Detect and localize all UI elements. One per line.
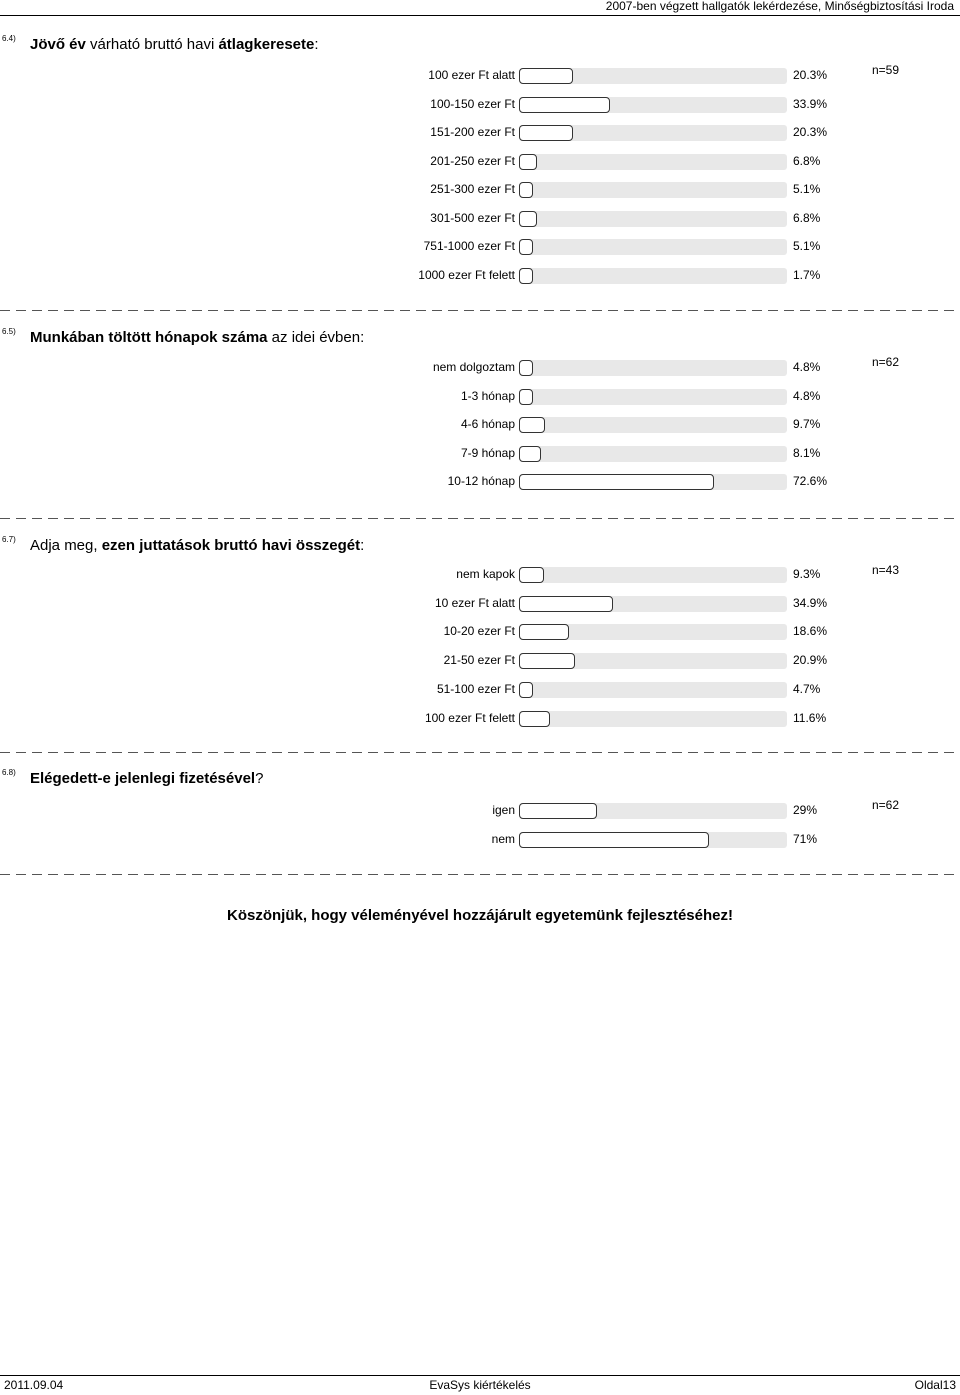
section-divider — [0, 310, 960, 311]
answer-percentage: 9.7% — [793, 417, 821, 431]
percentage-bar — [519, 97, 610, 113]
percentage-bar — [519, 417, 545, 433]
answer-label: 1000 ezer Ft felett — [418, 267, 515, 282]
answer-percentage: 4.8% — [793, 388, 821, 403]
bar-track — [519, 682, 787, 698]
answer-label: 151-200 ezer Ft — [430, 125, 515, 139]
answer-label: 21-50 ezer Ft — [443, 653, 515, 668]
answer-row — [0, 830, 960, 850]
answer-row — [0, 180, 960, 200]
answer-percentage: 20.9% — [793, 653, 828, 668]
answer-row — [0, 801, 960, 821]
answer-row — [0, 415, 960, 435]
answer-label: 251-300 ezer Ft — [430, 182, 515, 196]
percentage-bar — [519, 360, 533, 376]
bar-track — [519, 567, 787, 583]
answer-label: 100 ezer Ft alatt — [428, 68, 515, 82]
answer-label: 100-150 ezer Ft — [430, 96, 515, 111]
question-title: Munkában töltött hónapok száma az idei évben: — [30, 329, 365, 346]
answer-row — [0, 152, 960, 172]
bar-track — [519, 624, 787, 640]
answer-percentage: 34.9% — [793, 595, 828, 610]
answer-percentage: 33.9% — [793, 96, 828, 111]
bar-track — [519, 474, 787, 490]
answer-percentage: 4.7% — [793, 681, 821, 696]
sample-size: n=43 — [872, 563, 900, 577]
answer-row — [0, 472, 960, 492]
percentage-bar — [519, 682, 533, 698]
percentage-bar — [519, 182, 533, 198]
answer-percentage: 5.1% — [793, 239, 821, 253]
answer-row — [0, 358, 960, 378]
question-number: 6.7) — [2, 535, 16, 544]
section-divider — [0, 752, 960, 753]
bar-track — [519, 68, 787, 84]
answer-row — [0, 709, 960, 729]
bar-track — [519, 239, 787, 255]
answer-percentage: 72.6% — [793, 474, 828, 488]
answer-percentage: 5.1% — [793, 182, 821, 196]
bar-track — [519, 154, 787, 170]
answer-label: 10-12 hónap — [447, 474, 515, 488]
percentage-bar — [519, 68, 573, 84]
answer-label: igen — [492, 803, 515, 817]
page-header — [0, 0, 960, 16]
section-divider — [0, 518, 960, 519]
footer-date: 2011.09.04 — [4, 1378, 64, 1392]
percentage-bar — [519, 154, 537, 170]
percentage-bar — [519, 653, 575, 669]
percentage-bar — [519, 711, 550, 727]
percentage-bar — [519, 125, 573, 141]
bar-track — [519, 653, 787, 669]
answer-label: 1-3 hónap — [460, 388, 515, 403]
bar-track — [519, 268, 787, 284]
bar-track — [519, 125, 787, 141]
answer-percentage: 71% — [793, 832, 818, 846]
answer-row — [0, 95, 960, 115]
answer-label: 7-9 hónap — [460, 445, 515, 460]
header-rule — [0, 15, 960, 16]
answer-percentage: 20.3% — [793, 125, 828, 139]
answer-percentage: 18.6% — [793, 624, 828, 639]
answer-row — [0, 237, 960, 257]
answer-row — [0, 66, 960, 86]
bar-track — [519, 711, 787, 727]
bar-track — [519, 360, 787, 376]
sample-size: n=59 — [872, 63, 900, 77]
bar-track — [519, 446, 787, 462]
percentage-bar — [519, 211, 537, 227]
percentage-bar — [519, 389, 533, 405]
question-number: 6.5) — [2, 327, 16, 336]
answer-row — [0, 209, 960, 229]
question-title: Adja meg, ezen juttatások bruttó havi összegét: — [30, 537, 365, 554]
answer-row — [0, 444, 960, 464]
answer-label: nem dolgoztam — [432, 360, 515, 374]
percentage-bar — [519, 474, 714, 490]
answer-percentage: 1.7% — [793, 267, 821, 282]
answer-percentage: 20.3% — [793, 68, 828, 82]
percentage-bar — [519, 596, 613, 612]
answer-label: 10-20 ezer Ft — [443, 624, 515, 639]
answer-percentage: 4.8% — [793, 360, 821, 374]
answer-percentage: 9.3% — [793, 567, 821, 581]
answer-row — [0, 565, 960, 585]
answer-percentage: 11.6% — [793, 710, 827, 725]
answer-row — [0, 594, 960, 614]
question-title: Jövő év várható bruttó havi átlagkeresete: — [30, 36, 319, 53]
bar-track — [519, 211, 787, 227]
question-number: 6.4) — [2, 34, 16, 43]
answer-label: 4-6 hónap — [460, 417, 515, 431]
answer-row — [0, 651, 960, 671]
answer-row — [0, 680, 960, 700]
bar-track — [519, 596, 787, 612]
answer-label: nem kapok — [456, 567, 515, 581]
header-title: 2007-ben végzett hallgatók lekérdezése, Minőségbiztosítási Iroda — [605, 0, 954, 13]
answer-row — [0, 387, 960, 407]
answer-label: 10 ezer Ft alatt — [434, 595, 515, 610]
bar-track — [519, 389, 787, 405]
answer-label: 51-100 ezer Ft — [436, 681, 515, 696]
percentage-bar — [519, 567, 544, 583]
answer-row — [0, 123, 960, 143]
sample-size: n=62 — [872, 798, 900, 812]
answer-label: 751-1000 ezer Ft — [423, 239, 515, 253]
question-title: Elégedett-e jelenlegi fizetésével? — [30, 770, 264, 787]
footer-center: EvaSys kiértékelés — [429, 1378, 531, 1392]
answer-label: 100 ezer Ft felett — [424, 710, 515, 725]
answer-percentage: 6.8% — [793, 210, 821, 225]
bar-track — [519, 417, 787, 433]
percentage-bar — [519, 624, 569, 640]
percentage-bar — [519, 446, 541, 462]
footer-page-number: Oldal13 — [914, 1378, 956, 1392]
percentage-bar — [519, 803, 597, 819]
answer-label: 201-250 ezer Ft — [430, 153, 515, 168]
bar-track — [519, 832, 787, 848]
percentage-bar — [519, 239, 533, 255]
bar-track — [519, 97, 787, 113]
question-number: 6.8) — [2, 768, 16, 777]
answer-percentage: 8.1% — [793, 445, 821, 460]
thank-you-message: Köszönjük, hogy véleményével hozzájárult egyetemünk fejlesztéséhez! — [227, 907, 733, 924]
bar-track — [519, 182, 787, 198]
answer-percentage: 29% — [793, 803, 818, 817]
bar-track — [519, 803, 787, 819]
answer-row — [0, 622, 960, 642]
answer-label: 301-500 ezer Ft — [430, 210, 515, 225]
answer-percentage: 6.8% — [793, 153, 821, 168]
percentage-bar — [519, 268, 533, 284]
answer-row — [0, 266, 960, 286]
percentage-bar — [519, 832, 709, 848]
section-divider — [0, 874, 960, 875]
footer-rule — [0, 1375, 960, 1376]
answer-label: nem — [491, 832, 515, 846]
sample-size: n=62 — [872, 355, 900, 369]
